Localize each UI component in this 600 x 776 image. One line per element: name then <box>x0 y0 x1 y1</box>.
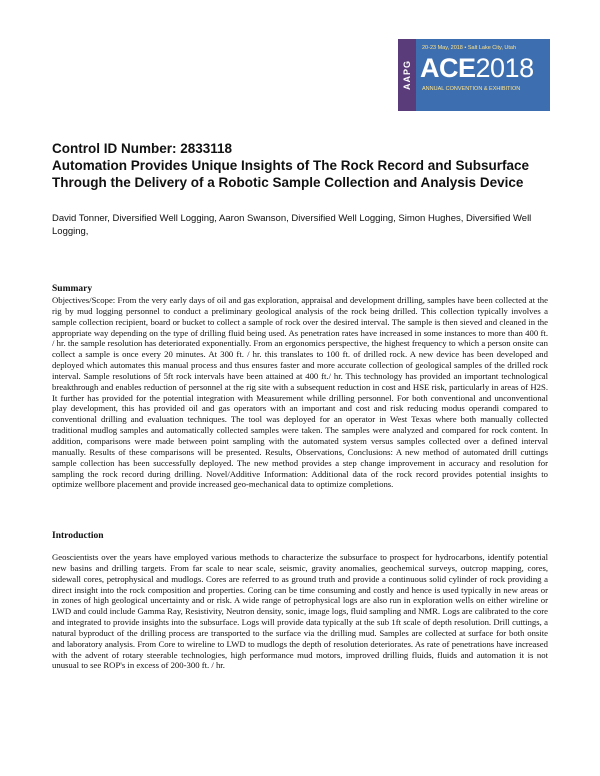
introduction-heading: Introduction <box>52 531 104 541</box>
conference-logo <box>398 39 550 111</box>
summary-heading: Summary <box>52 284 93 294</box>
ace-brand: ACE <box>420 53 476 83</box>
authors: David Tonner, Diversified Well Logging, Aaron Swanson, Diversified Well Logging, Simon Hughes, Diversified Well Logging, <box>52 213 532 237</box>
conference-subtitle: ANNUAL CONVENTION & EXHIBITION <box>422 86 521 92</box>
summary-text: Objectives/Scope: From the very early days of oil and gas exploration, appraisal and development drilling, samples have been collected at the rig by mud logging personnel to conduct a preliminary geological analysis of the rock being drilled. This collection typically involves a sample collection recipient, board or bucket to collect a sample of rock over the desired interval. The sample is then sieved and cleaned in the appropriate way depending on the type of drilling fluid being used. As penetration rates have increased in some instances to more than 400 ft. / hr. the sample resolution has deteriorated exponentially. From an ergonomics perspective, the highest frequency to which a person onsite can collect a sample is once every 20 minutes. At 300 ft. / hr. this translates to 100 ft. of drilled rock. A new device has been developed and deployed which automates this manual process and thus ensures faster and more accurate collection of geological samples of the drilled rock interval. Sample resolutions of 5ft rock intervals have been attained at 400 ft./ hr. This technology has provided an important technological breakthrough and enables reduction of personnel at the rig site with a subsequent reduction in cost and HSE risk, particularly in areas of H2S. It further has provided for the potential integration with Measurement while drilling personnel. For both conventional and unconventional play development, this has provided oil and gas operators with an important and cost and risk reducing modus operandi compared to conventional drilling and evaluation techniques. The tool was deployed for an operator in West Texas where both manually collected traditional mudlog samples and automatically collected samples were taken. The samples were analyzed and compared for rock content. In addition, comparisons were made between point sampling with the automated system versus samples collected over a defined interval manually. Results of these comparisons will be presented. Results, Observations, Conclusions: A new method of automated drill cuttings sample collection has been successfully deployed. The new method provides a step change improvement in accuracy and resolution for sampling the rock record during drilling. Novel/Additive Information: Additional data of the rock record provides potential insights to optimize wellbore placement and provide increased geo-mechanical data to optimize completions. <box>52 295 548 490</box>
paper-title: Automation Provides Unique Insights of The Rock Record and Subsurface Through the Delivery of a Robotic Sample Collection and Analysis Device <box>52 158 530 190</box>
ace-year: 2018 <box>475 53 534 83</box>
introduction-text: Geoscientists over the years have employed various methods to characterize the subsurface to prospect for hydrocarbons, identify potential new basins and drilling targets. From far scale to near scale, seismic, gravity anomalies, geochemical surveys, outcrop mapping, cores, sidewall cores, petrophysical and mudlogs. Cores are referred to as ground truth and provide a continuous solid cylinder of rock providing a direct insight into the rock composition and properties. Coring can be time consuming and costly and hence is used typically in new areas or in zones of high geological uncertainty and or risk. A wide range of petrophysical logs are also run in exploration wells on either wireline or LWD and could include Gamma Ray, Resistivity, Neutron density, sonic, image logs, fluid sampling and NMR. Logs are calibrated to the core and integrated to provide insights into the subsurface. Logs will provide data typically at the sub 1ft scale of depth resolution. Drill cuttings, a natural byproduct of the drilling process are transported to the surface via the drilling mud. Samples are collected at surface for both onsite and laboratory analysis. From Core to wireline to LWD to mudlogs the depth of resolution deteriorates. As rate of penetrations have increased with the advent of rotary steerable technologies, high performance mud motors, improved drilling fluids, fluids and automation it is not unusual to see ROP's in excess of 200-300 ft. / hr. <box>52 552 548 671</box>
conference-dates: 20-23 May, 2018 • Salt Lake City, Utah <box>422 45 517 51</box>
aapg-logo-text: AAPG <box>398 39 416 111</box>
control-id: Control ID Number: 2833118 <box>52 141 233 156</box>
ace-wordmark <box>420 53 534 84</box>
